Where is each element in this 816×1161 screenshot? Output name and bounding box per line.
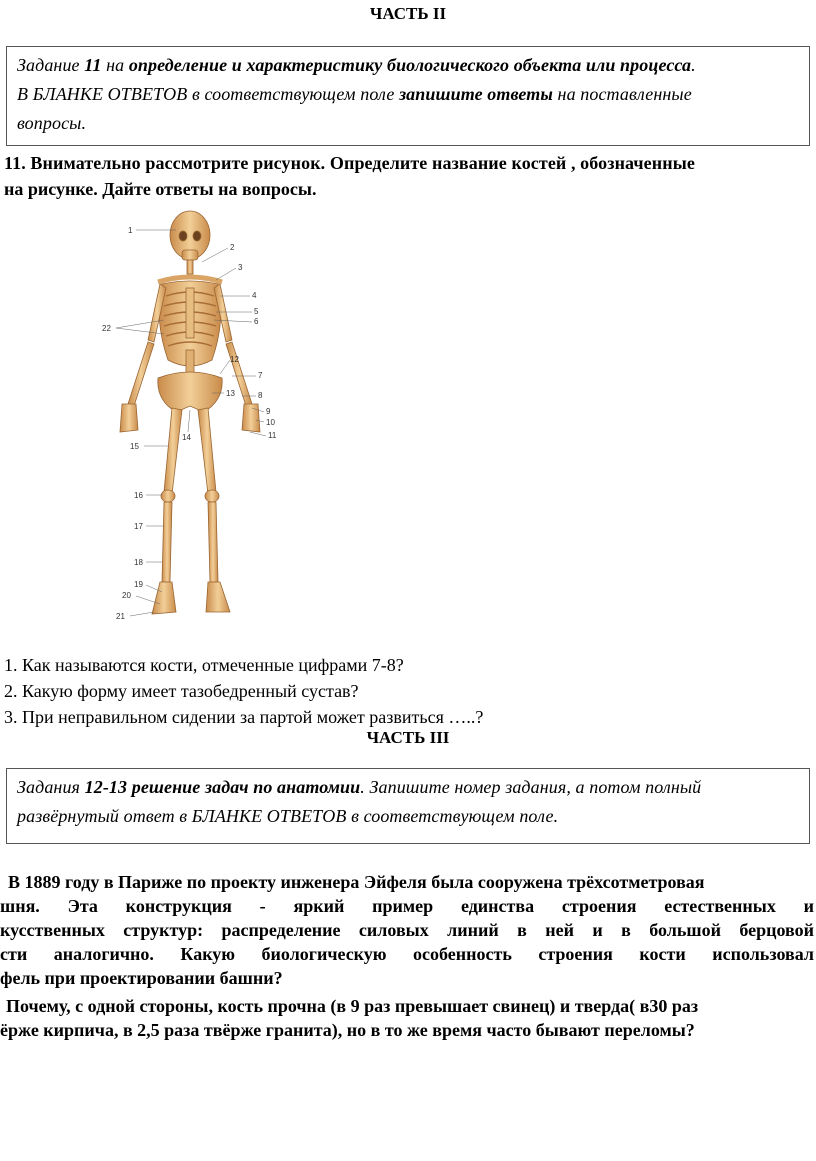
label-9: 9 xyxy=(266,407,271,416)
instr-task-number: 11 xyxy=(84,55,102,75)
label-18: 18 xyxy=(134,558,143,567)
label-6: 6 xyxy=(254,317,259,326)
label-22: 22 xyxy=(102,324,111,333)
problem12-line-1: В 1889 году в Париже по проекту инженера Эйфеля была сооружена трёхсотметровая xyxy=(8,872,705,892)
part3-instruction-text xyxy=(7,769,809,831)
part2-title: ЧАСТЬ II xyxy=(369,4,447,23)
problem13-line-2: ёрже кирпича, в 2,5 раза твёрже гранита), но в то же время часто бывают переломы? xyxy=(0,1020,695,1040)
label-10: 10 xyxy=(266,418,275,427)
label-21: 21 xyxy=(116,612,125,621)
label-19: 19 xyxy=(134,580,143,589)
problem12-line-3: кусственных структур: распределение силовых линий в ней и в большой берцовой xyxy=(0,920,814,940)
instr-emphasis: 12-13 решение задач по анатомии xyxy=(84,777,361,797)
instr-emphasis: запишите ответы xyxy=(399,84,553,104)
label-13: 13 xyxy=(226,389,235,398)
label-5: 5 xyxy=(254,307,259,316)
part2-instruction-box xyxy=(6,46,810,146)
label-4: 4 xyxy=(252,291,257,300)
instr-word: на xyxy=(101,55,129,75)
part2-instruction-text xyxy=(7,47,809,138)
part3-instruction-box xyxy=(6,768,810,844)
problem12-line-5: фель при проектировании башни? xyxy=(0,968,283,988)
label-7: 7 xyxy=(258,371,263,380)
label-1: 1 xyxy=(128,226,133,235)
problem12-line-4: сти аналогично. Какую биологическую особенность строения кости использовал xyxy=(0,944,814,964)
label-17: 17 xyxy=(134,522,143,531)
instr-word: Задания xyxy=(17,777,85,797)
label-16: 16 xyxy=(134,491,143,500)
task11-text xyxy=(4,150,816,202)
instr-word: вопросы. xyxy=(17,113,87,133)
label-11: 11 xyxy=(268,431,277,440)
instr-word: на поставленные xyxy=(552,84,692,104)
question-3: 3. При неправильном сидении за партой может развиться …..? xyxy=(4,707,484,727)
problem-13 xyxy=(0,994,816,1042)
instr-emphasis: определение и характеристику биологического объекта или процесса xyxy=(128,55,692,75)
instr-word: Задание xyxy=(17,55,85,75)
question-2: 2. Какую форму имеет тазобедренный сустав? xyxy=(4,681,359,701)
label-8: 8 xyxy=(258,391,263,400)
skeleton-figure xyxy=(80,200,310,640)
problem-12 xyxy=(0,870,816,990)
label-14: 14 xyxy=(182,433,191,442)
label-2: 2 xyxy=(230,243,235,252)
questions-list xyxy=(4,652,483,730)
label-12: 12 xyxy=(230,355,239,364)
label-3: 3 xyxy=(238,263,243,272)
part3-title: ЧАСТЬ III xyxy=(366,728,450,747)
instr-period: . xyxy=(691,55,696,75)
instr-word: В БЛАНКЕ ОТВЕТОВ в соответствующем поле xyxy=(17,84,400,104)
label-20: 20 xyxy=(122,591,131,600)
problem12-line-2: шня. Эта конструкция - яркий пример единства строения естественных и xyxy=(0,896,814,916)
question-1: 1. Как называются кости, отмеченные цифрами 7-8? xyxy=(4,655,404,675)
problem13-line-1: Почему, с одной стороны, кость прочна (в 9 раз превышает свинец) и тверда( в30 раз xyxy=(6,996,699,1016)
instr-word: развёрнутый ответ в БЛАНКЕ ОТВЕТОВ в соответствующем поле. xyxy=(17,806,559,826)
task11-line-2: на рисунке. Дайте ответы на вопросы. xyxy=(4,179,317,199)
label-15: 15 xyxy=(130,442,139,451)
instr-word: . Запишите номер задания, а потом полный xyxy=(360,777,702,797)
task11-line-1: 11. Внимательно рассмотрите рисунок. Определите название костей , обозначенные xyxy=(4,153,695,173)
